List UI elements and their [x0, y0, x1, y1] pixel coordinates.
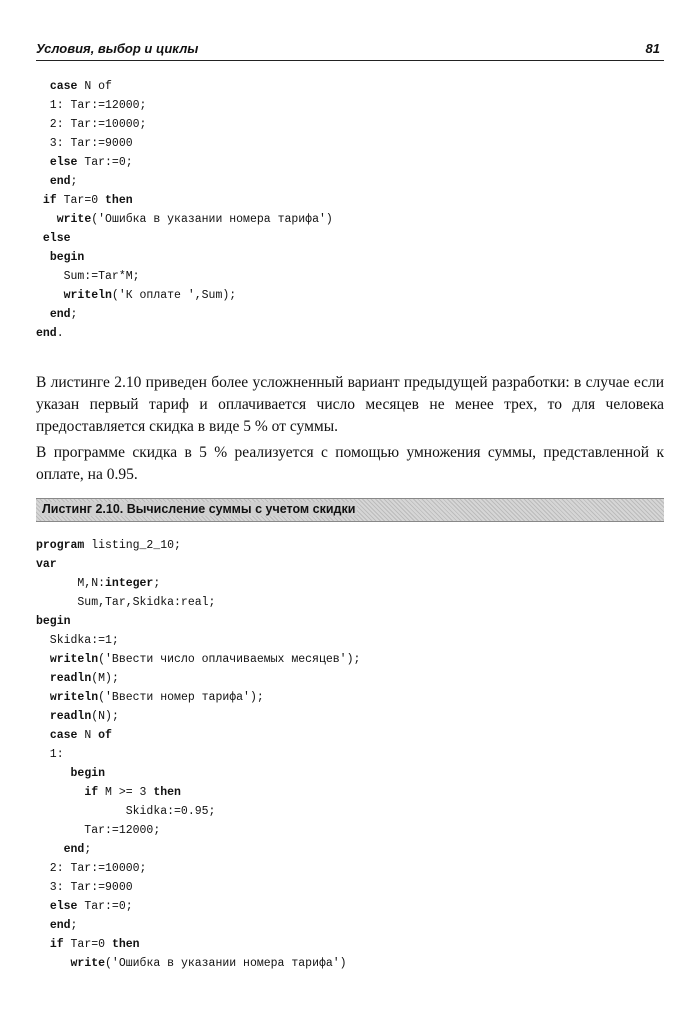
code-line: 1: — [36, 748, 64, 761]
code-line: Tar:=12000; — [36, 824, 161, 837]
code-line: 2: Tar:=10000; — [36, 118, 147, 131]
code-line: var — [36, 558, 57, 571]
code-line: if Tar=0 then — [49, 938, 140, 951]
code-line: readln(N); — [49, 710, 119, 723]
code-line: else Tar:=0; — [49, 156, 133, 169]
code-line: Sum:=Tar*M; — [36, 270, 140, 283]
code-line: if M >= 3 then — [84, 786, 181, 799]
code-line: begin — [49, 251, 85, 264]
code-line: end; — [63, 843, 92, 856]
code-line: write('Ошибка в указании номера тарифа') — [56, 213, 333, 226]
paragraph-1: В листинге 2.10 приведен более усложненный вариант предыдущей разработки: в случае если указан первый тариф и оплачивается число месяцев не менее трех, то для человека предоставляется скидка в виде 5 % от суммы. — [36, 374, 664, 435]
code-line: readln(M); — [49, 672, 119, 685]
code-line: if Tar=0 then — [42, 194, 133, 207]
code-line: 1: Tar:=12000; — [36, 99, 147, 112]
code-line: Skidka:=1; — [36, 634, 119, 647]
code-line: end; — [49, 919, 78, 932]
code-line: else — [42, 232, 71, 245]
paragraph-2: В программе скидка в 5 % реализуется с помощью умножения суммы, представленной к оплате, на 0.95. — [36, 444, 664, 483]
code-line: M,N:integer; — [36, 577, 161, 590]
code-line: end. — [36, 327, 64, 340]
code-line: Sum,Tar,Skidka:real; — [36, 596, 216, 609]
code-line: 3: Tar:=9000 — [36, 137, 133, 150]
code-line: writeln('К оплате ',Sum); — [63, 289, 237, 302]
code-line: Skidka:=0.95; — [36, 805, 216, 818]
code-line: end; — [49, 308, 78, 321]
code-line: 2: Tar:=10000; — [36, 862, 147, 875]
code-line: writeln('Ввести номер тарифа'); — [49, 691, 264, 704]
code-line: writeln('Ввести число оплачиваемых месяцев'); — [49, 653, 361, 666]
code-line: write('Ошибка в указании номера тарифа') — [70, 957, 347, 970]
code-line: begin — [70, 767, 106, 780]
code-block-2 — [36, 536, 360, 973]
code-line: 3: Tar:=9000 — [36, 881, 133, 894]
section-title: Условия, выбор и циклы — [36, 41, 199, 56]
code-line: else Tar:=0; — [49, 900, 133, 913]
listing-caption-text: Листинг 2.10. Вычисление суммы с учетом скидки — [42, 502, 356, 516]
code-block-1 — [36, 77, 333, 343]
listing-caption — [36, 498, 664, 522]
code-line: case N of — [49, 729, 112, 742]
code-line: begin — [36, 615, 71, 628]
code-line: case N of — [49, 80, 112, 93]
page-header — [36, 40, 664, 61]
code-line: program listing_2_10; — [36, 539, 181, 552]
code-line: end; — [49, 175, 78, 188]
page-number: 81 — [645, 41, 660, 56]
